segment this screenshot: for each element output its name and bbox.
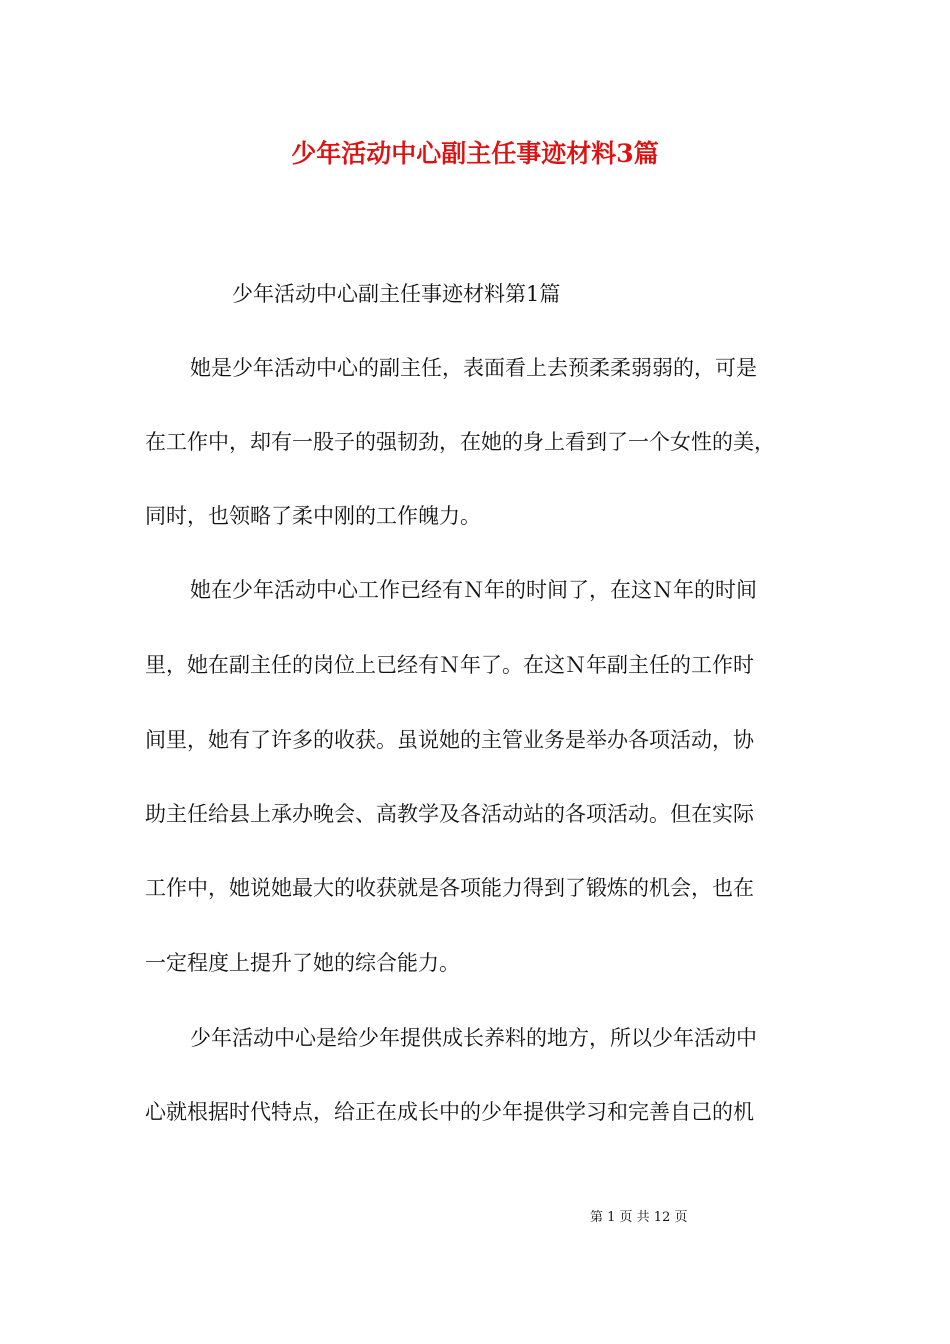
section-heading: 少年活动中心副主任事迹材料第1篇 — [232, 282, 561, 306]
page-number-footer: 第 1 页 共 12 页 — [590, 1210, 688, 1225]
body-line-6: 间里，她有了许多的收获。虽说她的主管业务是举办各项活动，协 — [145, 728, 754, 752]
body-line-5: 里，她在副主任的岗位上已经有Ｎ年了。在这Ｎ年副主任的工作时 — [145, 653, 754, 677]
body-line-8: 工作中，她说她最大的收获就是各项能力得到了锻炼的机会，也在 — [145, 876, 754, 900]
body-line-11: 心就根据时代特点，给正在成长中的少年提供学习和完善自己的机 — [145, 1100, 754, 1124]
body-line-9: 一定程度上提升了她的综合能力。 — [145, 951, 460, 975]
body-line-7: 助主任给县上承办晚会、高教学及各活动站的各项活动。但在实际 — [145, 802, 754, 826]
body-line-2: 在工作中，却有一股子的强韧劲，在她的身上看到了一个女性的美， — [145, 430, 775, 454]
body-line-3: 同时，也领略了柔中刚的工作魄力。 — [145, 504, 481, 528]
body-line-1: 她是少年活动中心的副主任，表面看上去预柔柔弱弱的，可是 — [190, 356, 757, 380]
body-line-10: 少年活动中心是给少年提供成长养料的地方，所以少年活动中 — [190, 1026, 757, 1050]
document-title: 少年活动中心副主任事迹材料3篇 — [291, 139, 659, 168]
body-line-4: 她在少年活动中心工作已经有Ｎ年的时间了，在这Ｎ年的时间 — [190, 578, 757, 602]
